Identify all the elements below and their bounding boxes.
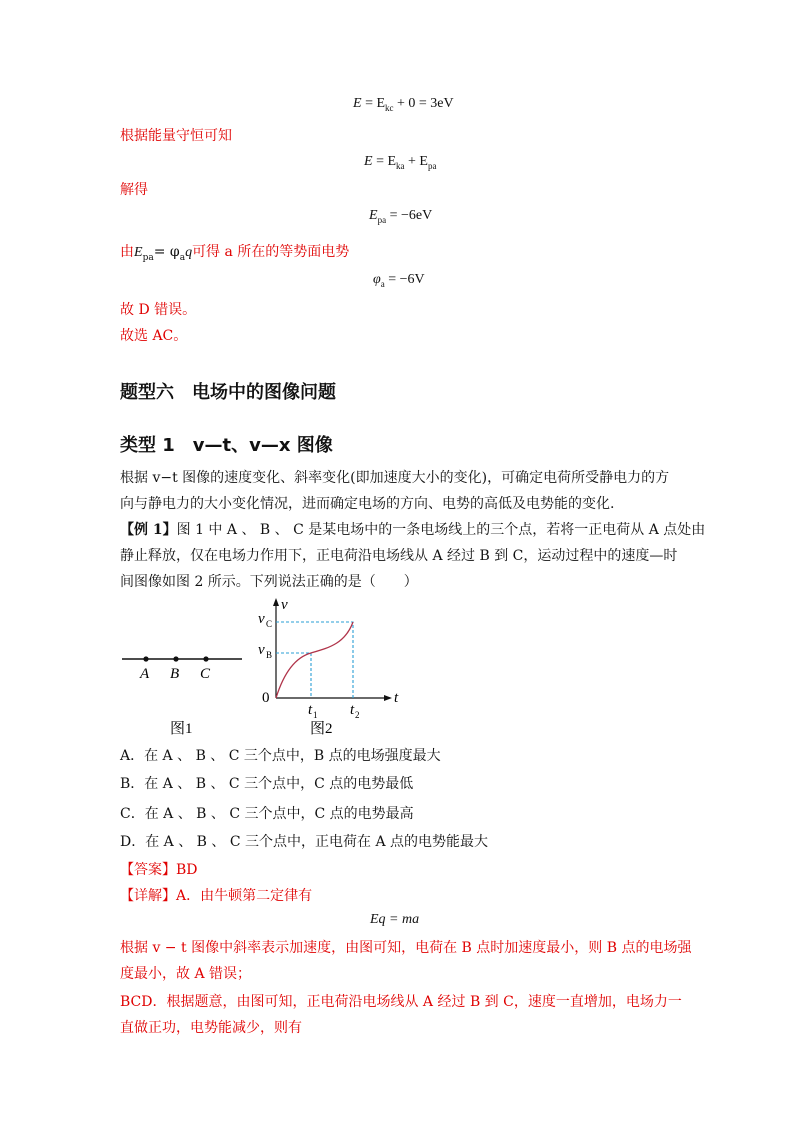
from-e: E (134, 245, 143, 260)
detail-line-4: 直做正功，电势能减少，则有 (120, 1020, 302, 1036)
detail-tag: 【详解】 (120, 888, 176, 904)
equation-energy-c (353, 96, 454, 113)
v-t-curve (276, 622, 353, 698)
eq3-rhs: = −6eV (389, 208, 433, 223)
from-pre: 由 (120, 244, 134, 260)
eq3-lhs: E (369, 208, 378, 223)
fig2-caption: 图2 (310, 721, 333, 737)
eq2-sub1: ka (396, 160, 405, 171)
from-post: 可得 a 所在的等势面电势 (192, 244, 350, 260)
detail-line-3: BCD．根据题意，由图可知，正电荷沿电场线从 A 经过 B 到 C，速度一直增加，电场力一 (120, 994, 682, 1010)
eq4-lhs: φ (373, 272, 381, 287)
vb-sub: B (266, 650, 273, 660)
from-mid: = φ (153, 244, 180, 260)
eq4-sub: a (380, 278, 385, 289)
t2-label: t (350, 702, 355, 718)
detail-a-text: A．由牛顿第二定律有 (176, 888, 313, 904)
line-energy-conservation: 根据能量守恒可知 (120, 128, 232, 144)
line-choose-ac: 故选 AC。 (120, 328, 188, 344)
line-from-relation (120, 242, 349, 268)
label-c: C (200, 666, 211, 682)
label-a: A (140, 666, 150, 682)
example-line-2: 静止释放，仅在电场力作用下，正电荷沿电场线从 A 经过 B 到 C，运动过程中的速度—时 (120, 548, 678, 564)
equation-potential-energy (369, 208, 432, 225)
type1-title: 类型 1 v—t、v—x 图像 (120, 435, 333, 456)
equation-energy-sum (364, 154, 436, 171)
option-b[interactable]: B．在 A 、 B 、 C 三个点中，C 点的电势最低 (120, 776, 414, 792)
eq4-rhs: = −6V (388, 272, 425, 287)
detail-line-a (120, 886, 312, 906)
x-axis-label: t (394, 690, 399, 706)
dash-vb (276, 653, 311, 698)
figure-2 (250, 596, 410, 740)
eq1-rhs: + 0 = 3eV (397, 96, 454, 111)
option-d[interactable]: D．在 A 、 B 、 C 三个点中，正电荷在 A 点的电势能最大 (120, 834, 489, 850)
y-axis-arrow (273, 598, 279, 606)
detail-line-1: 根据 v − t 图像中斜率表示加速度，由图可知，电荷在 B 点时加速度最小，则 B 点的电场强 (120, 940, 692, 956)
t1-sub: 1 (313, 710, 318, 720)
detail-line-2: 度最小，故 A 错误； (120, 966, 252, 982)
t1-label: t (308, 702, 313, 718)
example-line-3: 间图像如图 2 所示。下列说法正确的是（ ） (120, 574, 418, 590)
x-axis-arrow (384, 695, 392, 701)
eq2-lhs: E (364, 154, 373, 169)
example-line-1 (120, 520, 705, 540)
point-a (143, 656, 148, 661)
y-axis-label: v (281, 597, 288, 613)
dash-vc (276, 622, 353, 698)
point-b (173, 656, 178, 661)
label-b: B (170, 666, 180, 682)
origin-label: 0 (262, 690, 270, 706)
eq1-lhs: E (353, 96, 362, 111)
example-text-1: 图 1 中 A 、 B 、 C 是某电场中的一条电场线上的三个点，若将一正电荷从 A 点处由 (176, 522, 706, 538)
option-a[interactable]: A．在 A 、 B 、 C 三个点中，B 点的电场强度最大 (120, 748, 441, 764)
eq2-sub2: pa (427, 160, 437, 171)
eq3-sub: pa (377, 214, 387, 225)
eq2-mid: = E (376, 154, 397, 169)
point-c (203, 656, 208, 661)
example-tag: 【例 1】 (120, 522, 177, 538)
eq1-mid: = E (365, 96, 386, 111)
eq2-plus: + E (408, 154, 428, 169)
line-solve: 解得 (120, 182, 148, 198)
intro-line-2: 向与静电力的大小变化情况，进而确定电场的方向、电势的高低及电势能的变化. (120, 496, 615, 512)
line-d-wrong: 故 D 错误。 (120, 302, 197, 318)
equation-potential (373, 272, 425, 289)
vc-label: v (258, 611, 265, 627)
from-sub2: a (179, 252, 186, 263)
eq1-sub: kc (385, 102, 394, 113)
t2-sub: 2 (355, 710, 360, 720)
section-title: 题型六 电场中的图像问题 (120, 382, 336, 403)
from-q: q (185, 245, 193, 260)
answer: 【答案】BD (120, 862, 198, 878)
vc-sub: C (266, 619, 273, 629)
fig1-caption: 图1 (170, 721, 193, 737)
option-c[interactable]: C．在 A 、 B 、 C 三个点中，C 点的电势最高 (120, 806, 414, 822)
from-sub: pa (142, 252, 154, 263)
figure-1 (118, 640, 248, 740)
equation-newton: Eq = ma (370, 912, 420, 927)
vb-label: v (258, 642, 265, 658)
intro-line-1: 根据 v−t 图像的速度变化、斜率变化(即加速度大小的变化)，可确定电荷所受静电力的方 (120, 470, 670, 486)
